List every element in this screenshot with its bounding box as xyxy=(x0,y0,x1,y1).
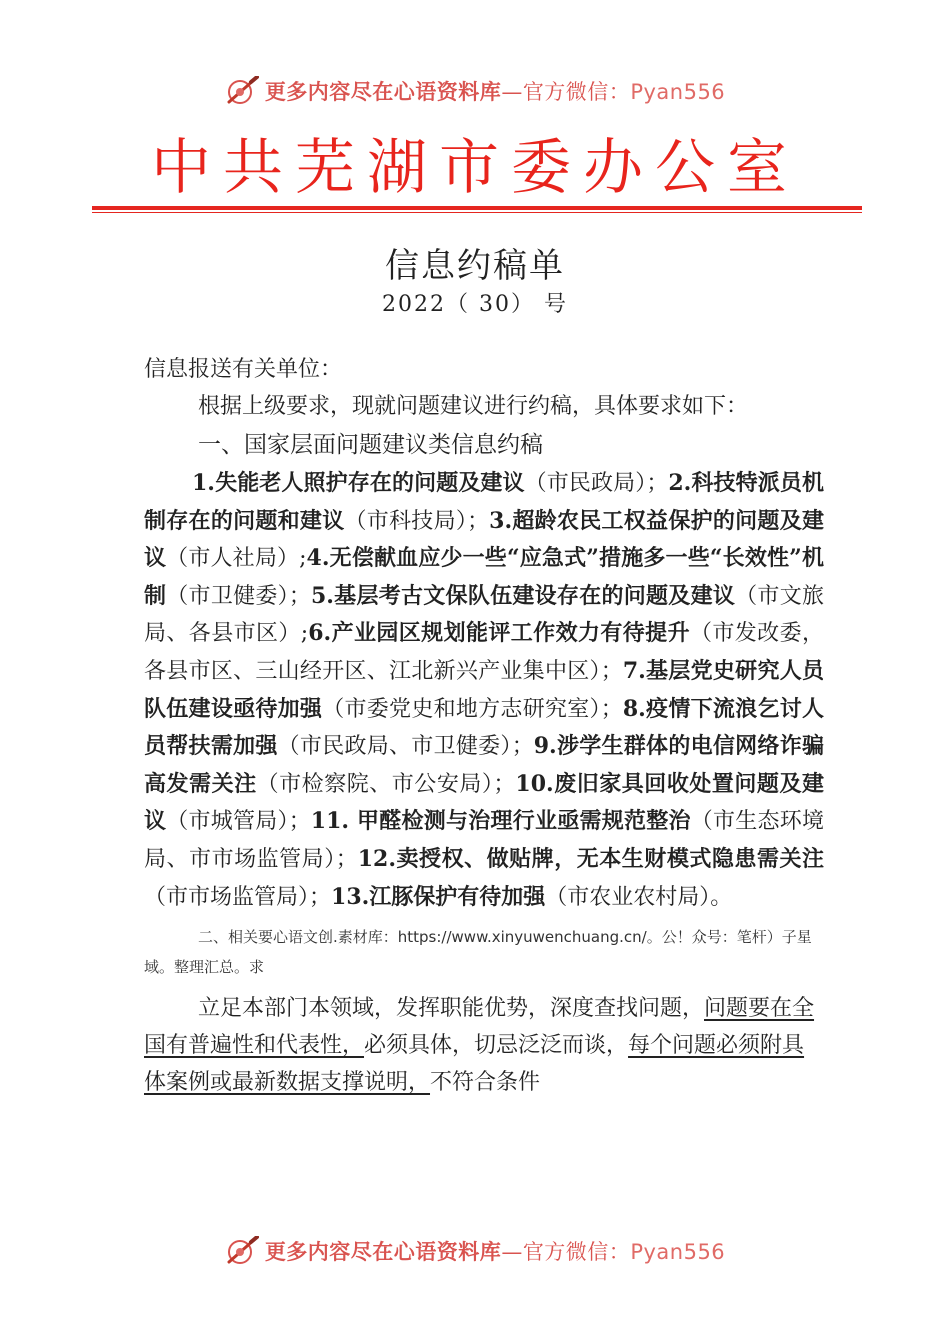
topic-title: 10.废旧家具回收处置问题及建议 xyxy=(144,770,824,835)
topic-title: 6.产业园区规划能评工作效力有待提升 xyxy=(308,620,690,647)
topic-department: （市民政局、市卫健委）； xyxy=(277,734,534,760)
underlined-requirement-2: 每个问题必须附具体案例或最新数据支撑说明， xyxy=(144,1033,805,1096)
watermark-top xyxy=(0,76,950,106)
topic-department: （市卫健委）； xyxy=(166,583,311,609)
header-rule-thin xyxy=(92,212,862,213)
topic-department: （市文旅局、各县市区）; xyxy=(144,583,824,647)
topic-title: 4.无偿献血应少一些“应急式”措施多一些“长效性”机制 xyxy=(144,545,824,609)
topic-department: （市民政局）； xyxy=(524,471,669,496)
topic-department: （市城管局）； xyxy=(166,809,311,835)
topic-title: 11. 甲醛检测与治理行业亟需规范整治 xyxy=(310,808,691,835)
topic-department: （市人社局）; xyxy=(166,546,307,572)
topic-title: 13.江豚保护有待加强 xyxy=(331,883,546,910)
addressee: 信息报送有关单位： xyxy=(144,357,343,382)
document-number: 2022（ 30） 号 xyxy=(382,292,568,317)
watermark-text: 更多内容尽在心语资料库—官方微信：Pyan556 xyxy=(264,80,726,104)
topic-title: 3.超龄农民工权益保护的问题及建议 xyxy=(144,507,824,572)
topic-title: 9.涉学生群体的电信网络诈骗高发需关注 xyxy=(144,733,824,797)
topic-department: （市发改委，各县市区、三山经开区、江北新兴产业集中区）； xyxy=(144,621,824,684)
topic-department: （市委党史和地方志研究室）； xyxy=(322,696,623,722)
brush-logo-icon xyxy=(225,76,259,106)
topic-title: 5.基层考古文保队伍建设存在的问题及建议 xyxy=(310,582,736,609)
topic-department: （市市场监管局）； xyxy=(144,884,332,910)
org-title: 中共芜湖市委办公室 xyxy=(151,133,799,203)
section-2-note: 二、相关要心语文创.素材库：https://www.xinyuwenchuang.cn/。公！众号：笔杆）子星域。整理汇总。求 xyxy=(144,928,812,977)
topic-title: 12.卖授权、做贴牌，无本生财模式隐患需关注 xyxy=(357,845,824,872)
document-title: 信息约稿单 xyxy=(385,246,565,286)
watermark-bottom xyxy=(0,1236,950,1266)
topic-department: （市生态环境局、市市场监管局）； xyxy=(144,809,824,872)
watermark-text: 更多内容尽在心语资料库—官方微信：Pyan556 xyxy=(264,1240,726,1264)
topic-title: 1.失能老人照护存在的问题及建议 xyxy=(192,470,525,496)
intro-paragraph: 根据上级要求，现就问题建议进行约稿，具体要求如下： xyxy=(198,394,749,419)
brush-logo-icon xyxy=(225,1236,259,1266)
topic-list-paragraph xyxy=(144,465,824,916)
header-rule-thick xyxy=(92,206,862,210)
topic-department: （市科技局）； xyxy=(344,508,490,534)
topic-title: 2.科技特派员机制存在的问题和建议 xyxy=(144,470,825,534)
section-1-heading: 一、国家层面问题建议类信息约稿 xyxy=(198,432,543,458)
requirements-paragraph: 立足本部门本领域，发挥职能优势，深度查找问题，问题要在全国有普遍性和代表性，必须具体，切忌泛泛而谈，每个问题必须附具体案例或最新数据支撑说明，不符合条件 xyxy=(144,996,815,1096)
topic-title: 8.疫情下流浪乞讨人员帮扶需加强 xyxy=(144,695,824,760)
topic-department: （市农业农村局）。 xyxy=(545,884,733,910)
topic-title: 7.基层党史研究人员队伍建设亟待加强 xyxy=(144,657,824,722)
document-body xyxy=(144,352,824,1101)
underlined-requirement-1: 问题要在全国有普遍性和代表性， xyxy=(144,996,815,1059)
topic-department: （市检察院、市公安局）； xyxy=(256,771,516,797)
